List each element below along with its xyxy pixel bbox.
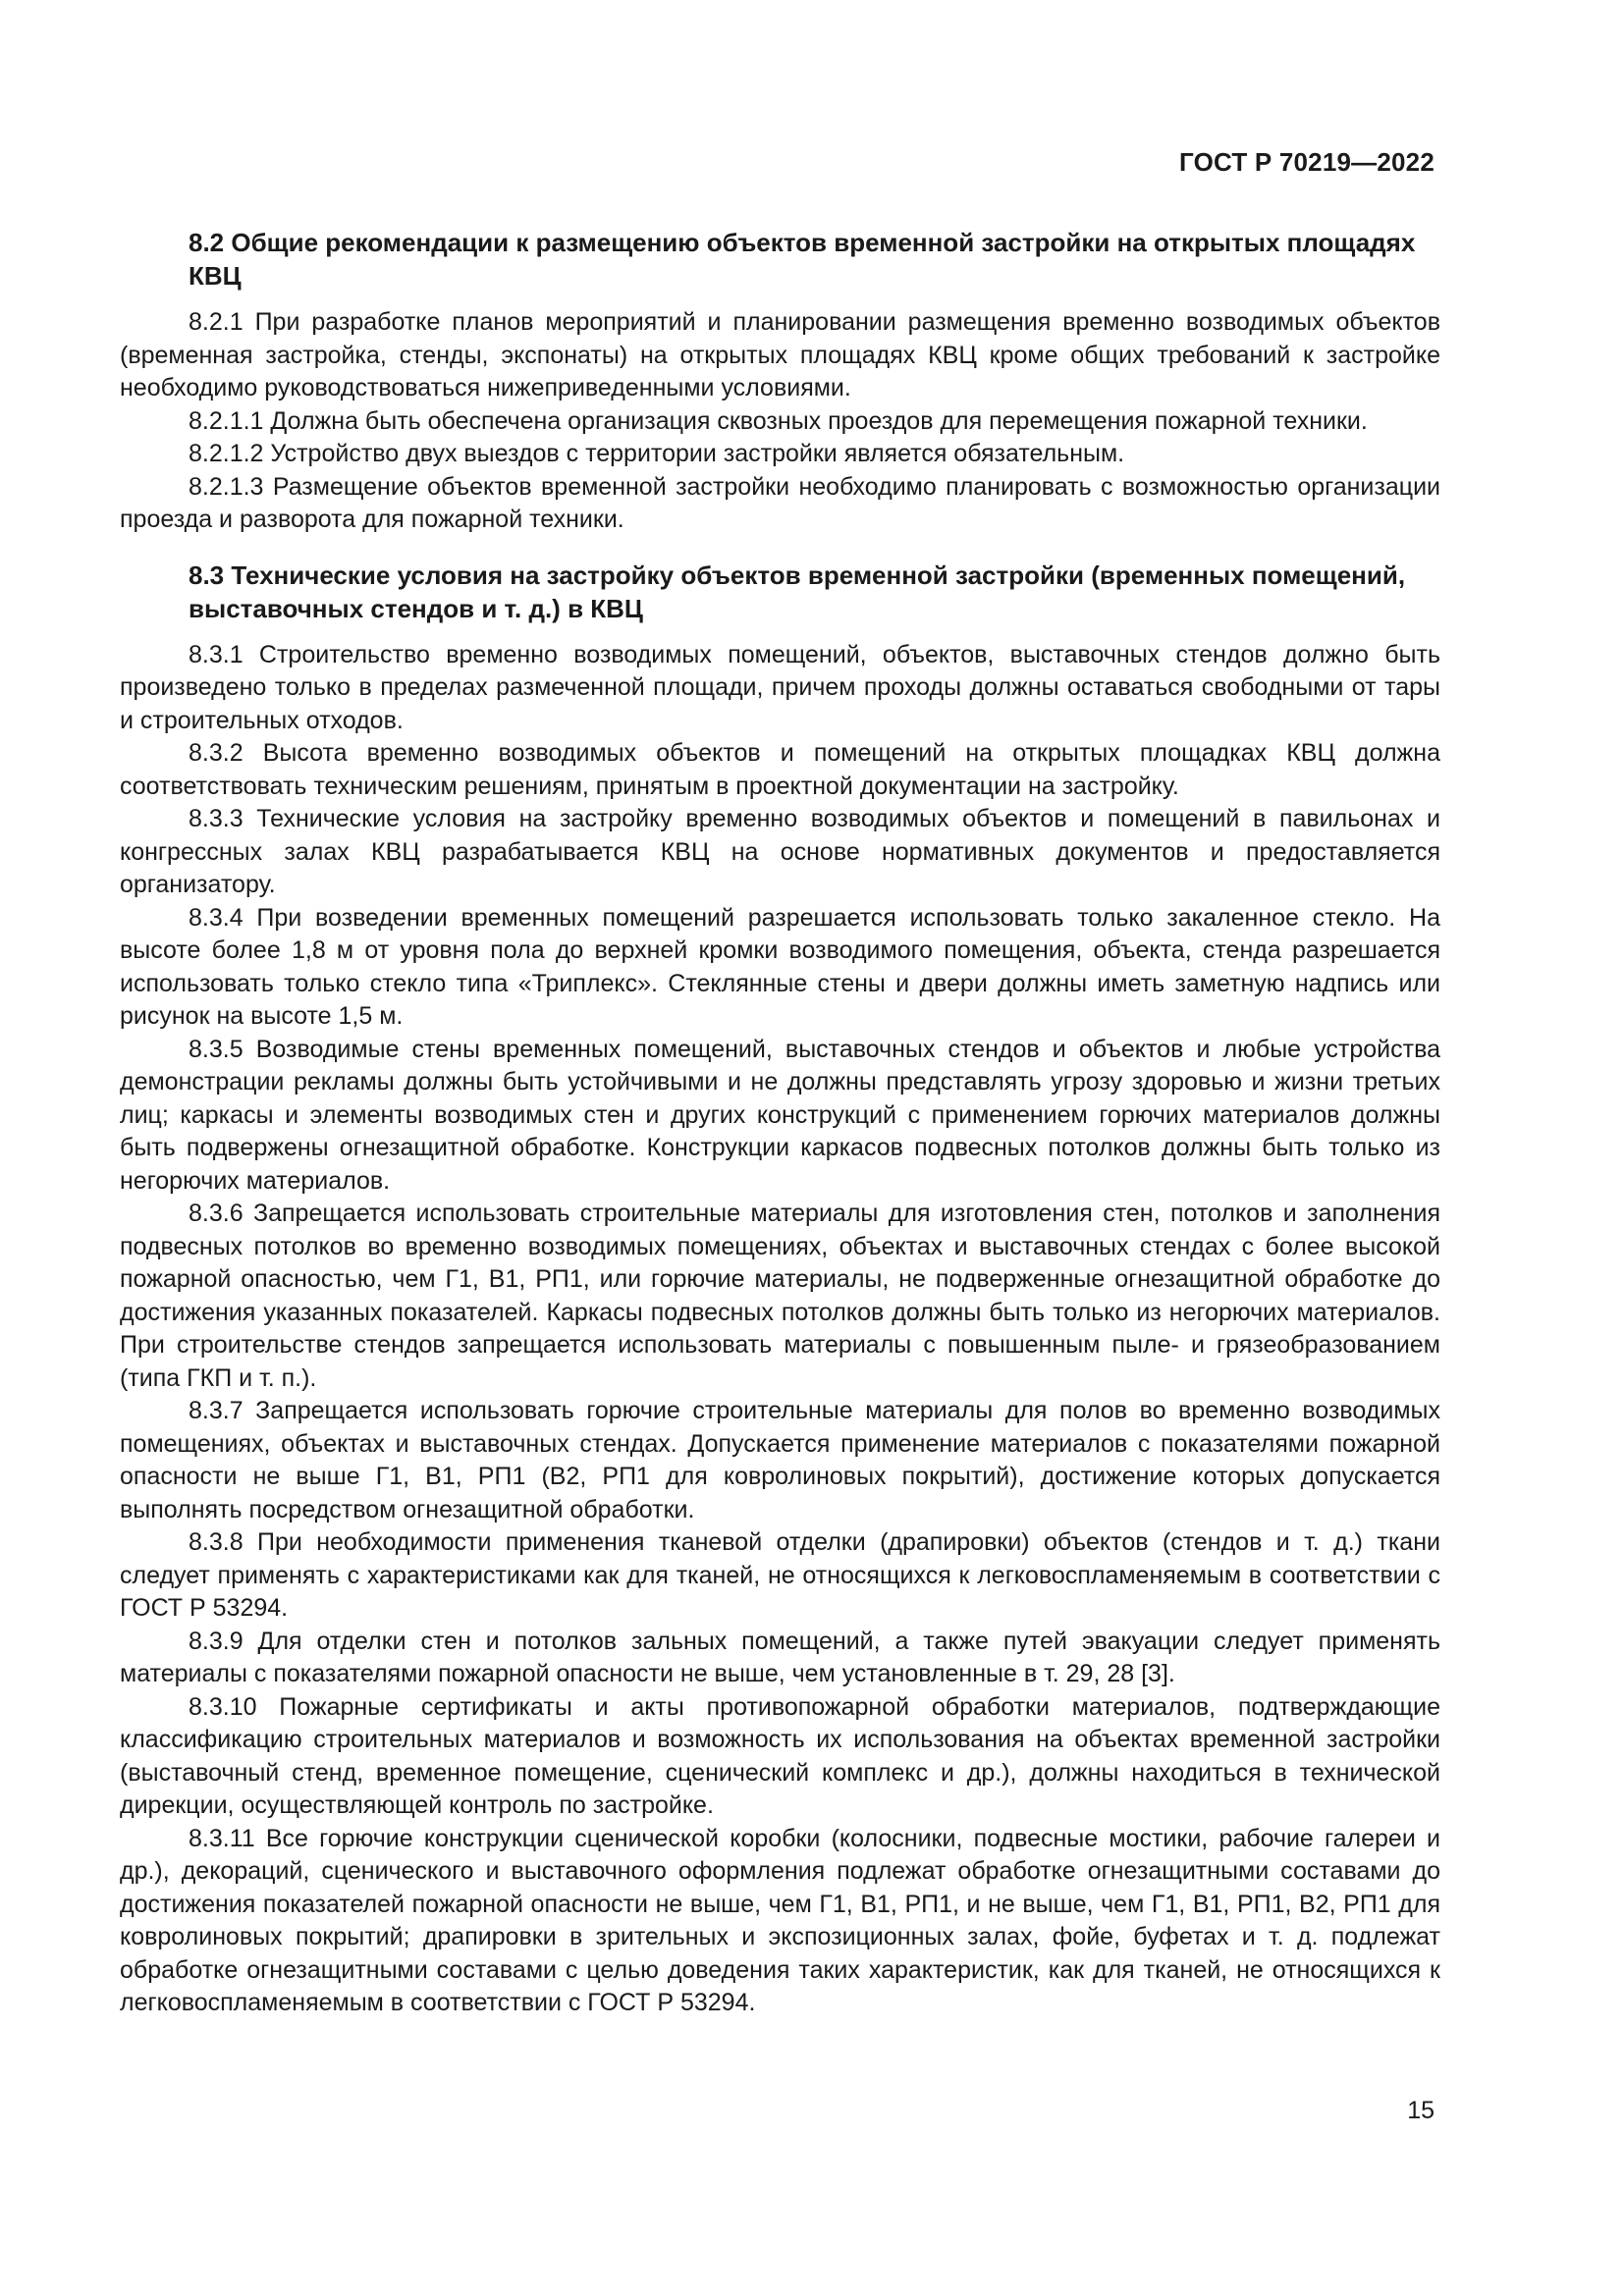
paragraph: 8.3.4 При возведении временных помещений разрешается использовать только закаленное стекло. На высоте более 1,8 м от уровня пола до верхней кромки возводимого помещения, объекта, стенда разрешается использовать только стекло типа «Триплекс». Стеклянные стены и двери должны иметь заметную надпись или рисунок на высоте 1,5 м. [120,903,1440,1030]
section-8-2 [120,226,1440,537]
paragraph: 8.2.1 При разработке планов мероприятий и планировании размещения временно возводимых объектов (временная застройка, стенды, экспонаты) на открытых площадях КВЦ кроме общих требований к застройке необходимо руководствоваться нижеприведенными условиями. [120,308,1440,401]
paragraph: 8.3.9 Для отделки стен и потолков зальных помещений, а также путей эвакуации следует применять материалы с показателями пожарной опасности не выше, чем установленные в т. 29, 28 [3]. [120,1627,1440,1687]
paragraph: 8.3.1 Строительство временно возводимых помещений, объектов, выставочных стендов должно быть произведено только в пределах размеченной площади, причем проходы должны оставаться свободными от тары и строительных отходов. [120,640,1440,734]
document-body [120,226,1440,2020]
paragraph: 8.3.6 Запрещается использовать строительные материалы для изготовления стен, потолков и заполнения подвесных потолков во временно возводимых помещениях, объектах и выставочных стендах с более высокой пожарной опасностью, чем Г1, В1, РП1, или горючие материалы, не подверженные огнезащитной обработке до достижения указанных показателей. Каркасы подвесных потолков должны быть только из негорючих материалов. При строительстве стендов запрещается использовать материалы с повышенным пыле- и грязеобразованием (типа ГКП и т. п.). [120,1200,1440,1392]
paragraph: 8.2.1.1 Должна быть обеспечена организация сквозных проездов для перемещения пожарной техники. [189,406,1368,435]
paragraph: 8.3.5 Возводимые стены временных помещений, выставочных стендов и объектов и любые устройства демонстрации рекламы должны быть устойчивыми и не должны представлять угрозу здоровью и жизни третьих лиц; каркасы и элементы возводимых стен и других конструкций с применением горючих материалов должны быть подвержены огнезащитной обработке. Конструкции каркасов подвесных потолков должны быть только из негорючих материалов. [120,1035,1440,1195]
paragraph: 8.2.1.2 Устройство двух выездов с территории застройки является обязательным. [189,440,1125,467]
paragraph: 8.3.2 Высота временно возводимых объектов и помещений на открытых площадках КВЦ должна соответствовать техническим решениям, принятым в проектной документации на застройку. [120,739,1440,800]
paragraph: 8.3.7 Запрещается использовать горючие строительные материалы для полов во временно возводимых помещениях, объектах и выставочных стендах. Допускается применение материалов с показателями пожарной опасности не выше Г1, В1, РП1 (В2, РП1 для ковролиновых покрытий), достижение которых допускается выполнять посредством огнезащитной обработки. [120,1397,1440,1523]
document-code: ГОСТ Р 70219—2022 [1179,147,1435,177]
section-heading: 8.2 Общие рекомендации к размещению объектов временной застройки на открытых площадях КВЦ [189,228,1416,291]
paragraph: 8.3.10 Пожарные сертификаты и акты противопожарной обработки материалов, подтверждающие классификацию строительных материалов и возможность их использования на объектах временной застройки (выставочный стенд, временное помещение, сценический комплекс и др.), должны находиться в технической дирекции, осуществляющей контроль по застройке. [120,1692,1440,1819]
page-number: 15 [1407,2097,1435,2124]
paragraph: 8.3.3 Технические условия на застройку временно возводимых объектов и помещений в павильонах и конгрессных залах КВЦ разрабатывается КВЦ на основе нормативных документов и предоставляется организатору. [120,805,1440,898]
paragraph: 8.2.1.3 Размещение объектов временной застройки необходимо планировать с возможностью организации проезда и разворота для пожарной техники. [120,472,1440,533]
paragraph: 8.3.11 Все горючие конструкции сценической коробки (колосники, подвесные мостики, рабочие галереи и др.), декораций, сценического и выставочного оформления подлежат обработке огнезащитными составами до достижения показателей пожарной опасности не выше, чем Г1, В1, РП1, и не выше, чем Г1, В1, РП1, В2, РП1 для ковролиновых покрытий; драпировки в зрительных и экспозиционных залах, фойе, буфетах и т. д. подлежат обработке огнезащитными составами с целью доведения таких характеристик, как для тканей, не относящихся к легковоспламеняемым в соответствии с ГОСТ Р 53294. [120,1824,1440,2016]
section-8-3 [120,559,1440,2020]
section-heading: 8.3 Технические условия на застройку объектов временной застройки (временных помещений, выставочных стендов и т. д.) в КВЦ [189,560,1406,623]
paragraph: 8.3.8 При необходимости применения тканевой отделки (драпировки) объектов (стендов и т. д.) ткани следует применять с характеристиками как для тканей, не относящихся к легковоспламеняемым в соответствии с ГОСТ Р 53294. [120,1528,1440,1622]
